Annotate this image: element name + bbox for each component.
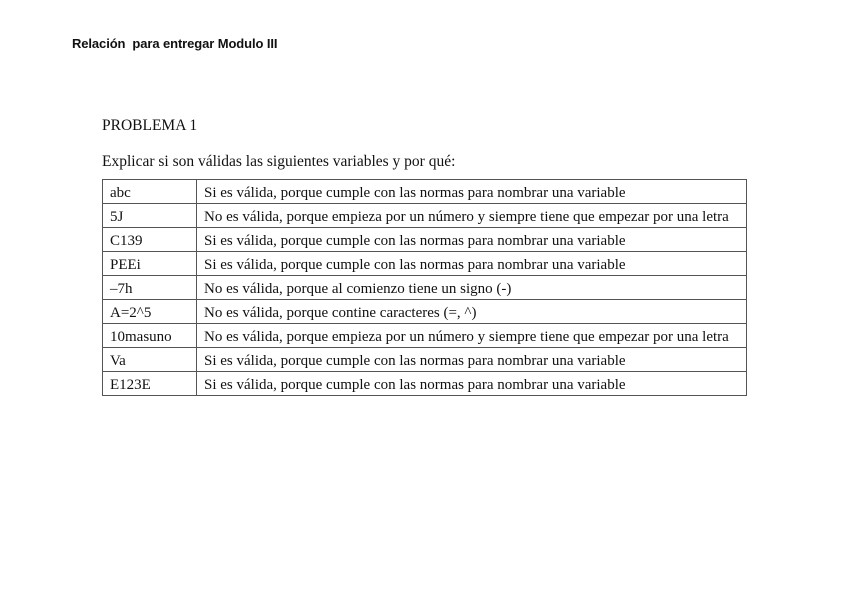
- table-row: [103, 204, 747, 228]
- variable-cell: C139: [103, 228, 197, 252]
- variable-cell: 10masuno: [103, 324, 197, 348]
- variable-cell: E123E: [103, 372, 197, 396]
- table-row: [103, 324, 747, 348]
- variable-cell: A=2^5: [103, 300, 197, 324]
- explanation-cell: No es válida, porque al comienzo tiene un signo (-): [197, 276, 747, 300]
- explanation-cell: Si es válida, porque cumple con las normas para nombrar una variable: [197, 372, 747, 396]
- table-row: [103, 348, 747, 372]
- variable-cell: 5J: [103, 204, 197, 228]
- table-row: [103, 252, 747, 276]
- explanation-cell: Si es válida, porque cumple con las normas para nombrar una variable: [197, 180, 747, 204]
- explanation-cell: No es válida, porque contine caracteres (=, ^): [197, 300, 747, 324]
- explanation-cell: Si es válida, porque cumple con las normas para nombrar una variable: [197, 228, 747, 252]
- explanation-cell: No es válida, porque empieza por un número y siempre tiene que empezar por una letra: [197, 204, 747, 228]
- variable-cell: PEEi: [103, 252, 197, 276]
- explanation-cell: No es válida, porque empieza por un número y siempre tiene que empezar por una letra: [197, 324, 747, 348]
- document-header-title: Relación para entregar Modulo III: [72, 36, 278, 51]
- explanation-cell: Si es válida, porque cumple con las normas para nombrar una variable: [197, 252, 747, 276]
- variable-cell: Va: [103, 348, 197, 372]
- table-row: [103, 276, 747, 300]
- explanation-cell: Si es válida, porque cumple con las normas para nombrar una variable: [197, 348, 747, 372]
- problem-intro: Explicar si son válidas las siguientes variables y por qué:: [102, 153, 456, 170]
- table-row: [103, 180, 747, 204]
- table-row: [103, 372, 747, 396]
- variable-cell: abc: [103, 180, 197, 204]
- variables-table: [102, 179, 747, 396]
- problem-title: PROBLEMA 1: [102, 117, 198, 134]
- variable-cell: –7h: [103, 276, 197, 300]
- table-row: [103, 228, 747, 252]
- table-row: [103, 300, 747, 324]
